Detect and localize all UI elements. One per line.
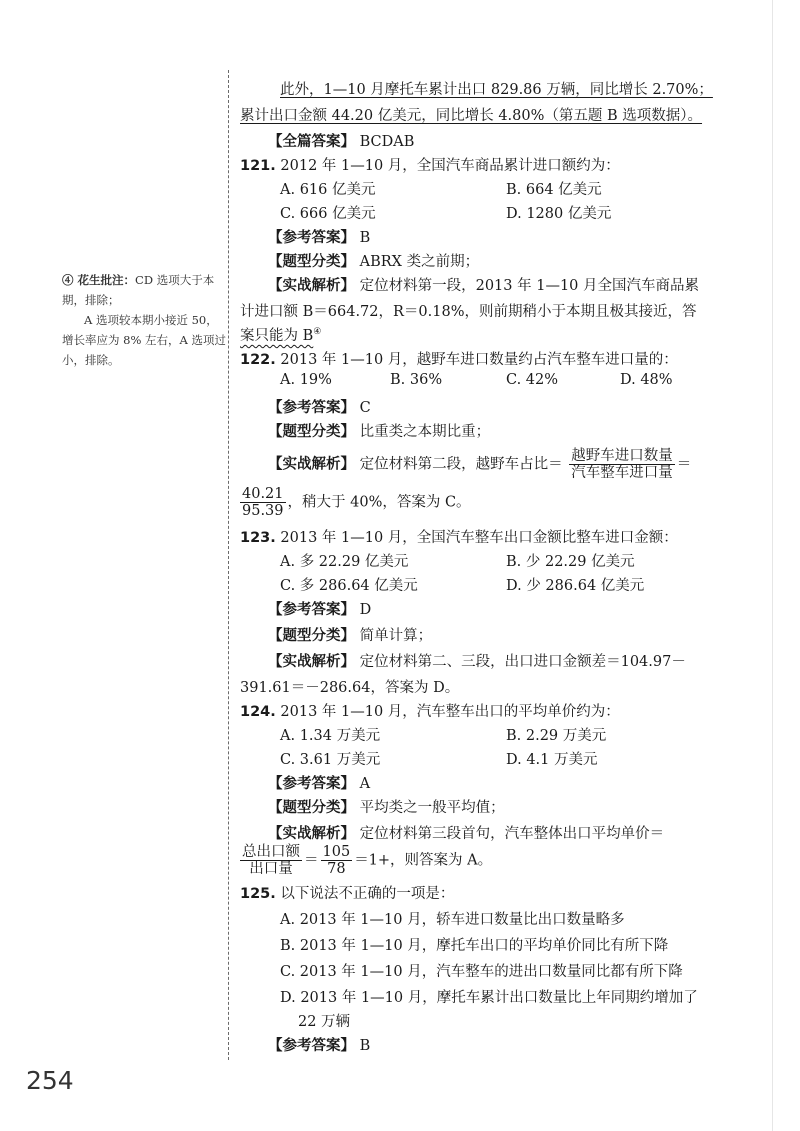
q124-number: 124.	[240, 704, 276, 720]
q121-footnote-mark: ④	[313, 327, 322, 338]
q123-number: 123.	[240, 530, 276, 546]
q124-fraction-denominator: 出口量	[249, 861, 293, 877]
q124-fraction	[240, 844, 302, 877]
q125-option-d-line1: D. 2013 年 1—10 月，摩托车累计出口数量比上年同期约增加了	[280, 990, 698, 1006]
q122-equals: ＝	[676, 456, 692, 473]
full-answer-label: 【全篇答案】	[268, 134, 355, 150]
q123-answer-label: 【参考答案】	[268, 602, 355, 618]
q121-type-row	[268, 250, 479, 271]
q123-type: 简单计算；	[359, 628, 433, 644]
q121-analysis-3: 案只能为 B	[240, 328, 314, 344]
q122-type-row	[268, 420, 490, 441]
q122-type: 比重类之本期比重；	[359, 424, 491, 440]
q121-analysis-1: 定位材料第一段，2013 年 1—10 月全国汽车商品累	[359, 278, 700, 294]
q124-fraction-numerator: 总出口额	[242, 844, 300, 860]
q124-answer-row	[268, 772, 370, 793]
q124-type: 平均类之一般平均值；	[359, 800, 505, 816]
q121-analysis-row	[268, 274, 699, 295]
q124-fraction-2-denominator: 78	[327, 861, 346, 877]
q124-fraction-2	[321, 844, 353, 877]
q124-option-c: C. 3.61 万美元	[280, 752, 381, 768]
q124-answer: A	[359, 776, 371, 792]
q122-answer-label: 【参考答案】	[268, 400, 355, 416]
q121-option-c: C. 666 亿美元	[280, 206, 376, 222]
q121-option-d: D. 1280 亿美元	[506, 206, 612, 222]
q123-type-label: 【题型分类】	[268, 628, 355, 644]
q123-option-c: C. 多 286.64 亿美元	[280, 578, 418, 594]
q124-equals: ＝	[304, 852, 319, 869]
q125-number: 125.	[240, 886, 276, 902]
q122-stem-row	[240, 348, 678, 369]
q122-fraction-2	[240, 486, 286, 519]
q124-analysis-2-row	[240, 844, 492, 877]
q121-stem: 2012 年 1—10 月，全国汽车商品累计进口额约为：	[280, 158, 620, 174]
q121-analysis-3-row	[240, 324, 321, 345]
q122-fraction-2-numerator: 40.21	[242, 486, 284, 502]
q121-analysis-label: 【实战解析】	[268, 278, 355, 294]
q123-type-row	[268, 624, 432, 645]
q123-analysis-1: 定位材料第二、三段，出口进口金额差＝104.97－	[359, 654, 686, 670]
q124-analysis-label: 【实战解析】	[268, 826, 355, 842]
q125-option-a: A. 2013 年 1—10 月，轿车进口数量比出口数量略多	[280, 912, 625, 928]
q122-analysis-2: ，稍大于 40%，答案为 C。	[287, 494, 471, 511]
q122-option-c: C. 42%	[506, 372, 559, 388]
q122-option-a: A. 19%	[280, 372, 332, 388]
q124-fraction-2-numerator: 105	[322, 844, 351, 860]
q121-type-label: 【题型分类】	[268, 254, 355, 270]
margin-note-line2: A 选项较本期小接近 50，增长率应为 8% 左右，A 选项过小，排除。	[62, 313, 227, 367]
q125-answer-row	[268, 1034, 370, 1055]
q123-answer-row	[268, 598, 371, 619]
q121-option-b: B. 664 亿美元	[506, 182, 602, 198]
q123-analysis-row	[268, 650, 686, 671]
q124-analysis-row	[268, 822, 664, 843]
margin-divider	[228, 70, 229, 1060]
q122-option-d: D. 48%	[620, 372, 673, 388]
q122-fraction-denominator: 汽车整车进口量	[571, 465, 673, 481]
q122-option-b: B. 36%	[390, 372, 443, 388]
q124-type-label: 【题型分类】	[268, 800, 355, 816]
q123-answer: D	[359, 602, 372, 618]
q123-stem: 2013 年 1—10 月，全国汽车整车出口金额比整车进口金额：	[280, 530, 678, 546]
full-answer-row	[268, 130, 414, 151]
q123-option-a: A. 多 22.29 亿美元	[280, 554, 409, 570]
q122-analysis-row	[268, 448, 691, 481]
q124-option-b: B. 2.29 万美元	[506, 728, 607, 744]
q124-analysis-2: ＝1+，则答案为 A。	[354, 852, 493, 869]
q121-stem-row	[240, 154, 620, 175]
q124-answer-label: 【参考答案】	[268, 776, 355, 792]
q123-option-b: B. 少 22.29 亿美元	[506, 554, 635, 570]
q125-option-b: B. 2013 年 1—10 月，摩托车出口的平均单价同比有所下降	[280, 938, 669, 954]
q125-stem: 以下说法不正确的一项是：	[280, 886, 455, 902]
q124-analysis-1: 定位材料第三段首句，汽车整体出口平均单价＝	[359, 826, 665, 842]
margin-note-line1: CD 选项大于本期，排除；	[62, 273, 215, 307]
q122-fraction-2-denominator: 95.39	[242, 503, 284, 519]
q125-option-c: C. 2013 年 1—10 月，汽车整车的进出口数量同比都有所下降	[280, 964, 683, 980]
q124-option-a: A. 1.34 万美元	[280, 728, 381, 744]
q121-type: ABRX 类之前期；	[359, 254, 480, 270]
page-number: 254	[26, 1066, 74, 1095]
q124-type-row	[268, 796, 505, 817]
q121-answer: B	[359, 230, 371, 246]
q124-stem-row	[240, 700, 620, 721]
q124-option-d: D. 4.1 万美元	[506, 752, 598, 768]
q121-answer-label: 【参考答案】	[268, 230, 355, 246]
q122-answer: C	[359, 400, 371, 416]
q121-answer-row	[268, 226, 370, 247]
q125-answer-label: 【参考答案】	[268, 1038, 355, 1054]
q122-stem: 2013 年 1—10 月，越野车进口数量约占汽车整车进口量的：	[280, 352, 678, 368]
margin-note-title: ④ 花生批注：	[62, 273, 136, 287]
q122-fraction	[569, 448, 675, 481]
q122-analysis-label: 【实战解析】	[268, 456, 355, 473]
page-edge	[772, 0, 800, 1131]
q123-analysis-2: 391.61＝－286.64，答案为 D。	[240, 680, 460, 696]
q121-number: 121.	[240, 158, 276, 174]
q122-type-label: 【题型分类】	[268, 424, 355, 440]
intro-line1: 此外，1—10 月摩托车累计出口 829.86 万辆，同比增长 2.70%；	[280, 82, 713, 98]
q124-stem: 2013 年 1—10 月，汽车整车出口的平均单价约为：	[280, 704, 620, 720]
q123-analysis-label: 【实战解析】	[268, 654, 355, 670]
q125-option-d-line2: 22 万辆	[298, 1014, 351, 1030]
margin-note	[62, 270, 228, 370]
q125-answer: B	[359, 1038, 371, 1054]
intro-line2: 累计出口金额 44.20 亿美元，同比增长 4.80%（第五题 B 选项数据）。	[240, 108, 703, 124]
q125-stem-row	[240, 882, 454, 903]
q123-stem-row	[240, 526, 678, 547]
q121-analysis-2: 计进口额 B＝664.72，R＝0.18%，则前期稍小于本期且极其接近，答	[240, 304, 697, 320]
q122-fraction-numerator: 越野车进口数量	[571, 448, 673, 464]
q121-option-a: A. 616 亿美元	[280, 182, 376, 198]
q122-analysis-1: 定位材料第二段，越野车占比＝	[359, 456, 563, 473]
q123-option-d: D. 少 286.64 亿美元	[506, 578, 645, 594]
full-answer-value: BCDAB	[359, 134, 415, 150]
q122-answer-row	[268, 396, 371, 417]
q122-number: 122.	[240, 352, 276, 368]
q122-analysis-2-row	[240, 486, 471, 519]
